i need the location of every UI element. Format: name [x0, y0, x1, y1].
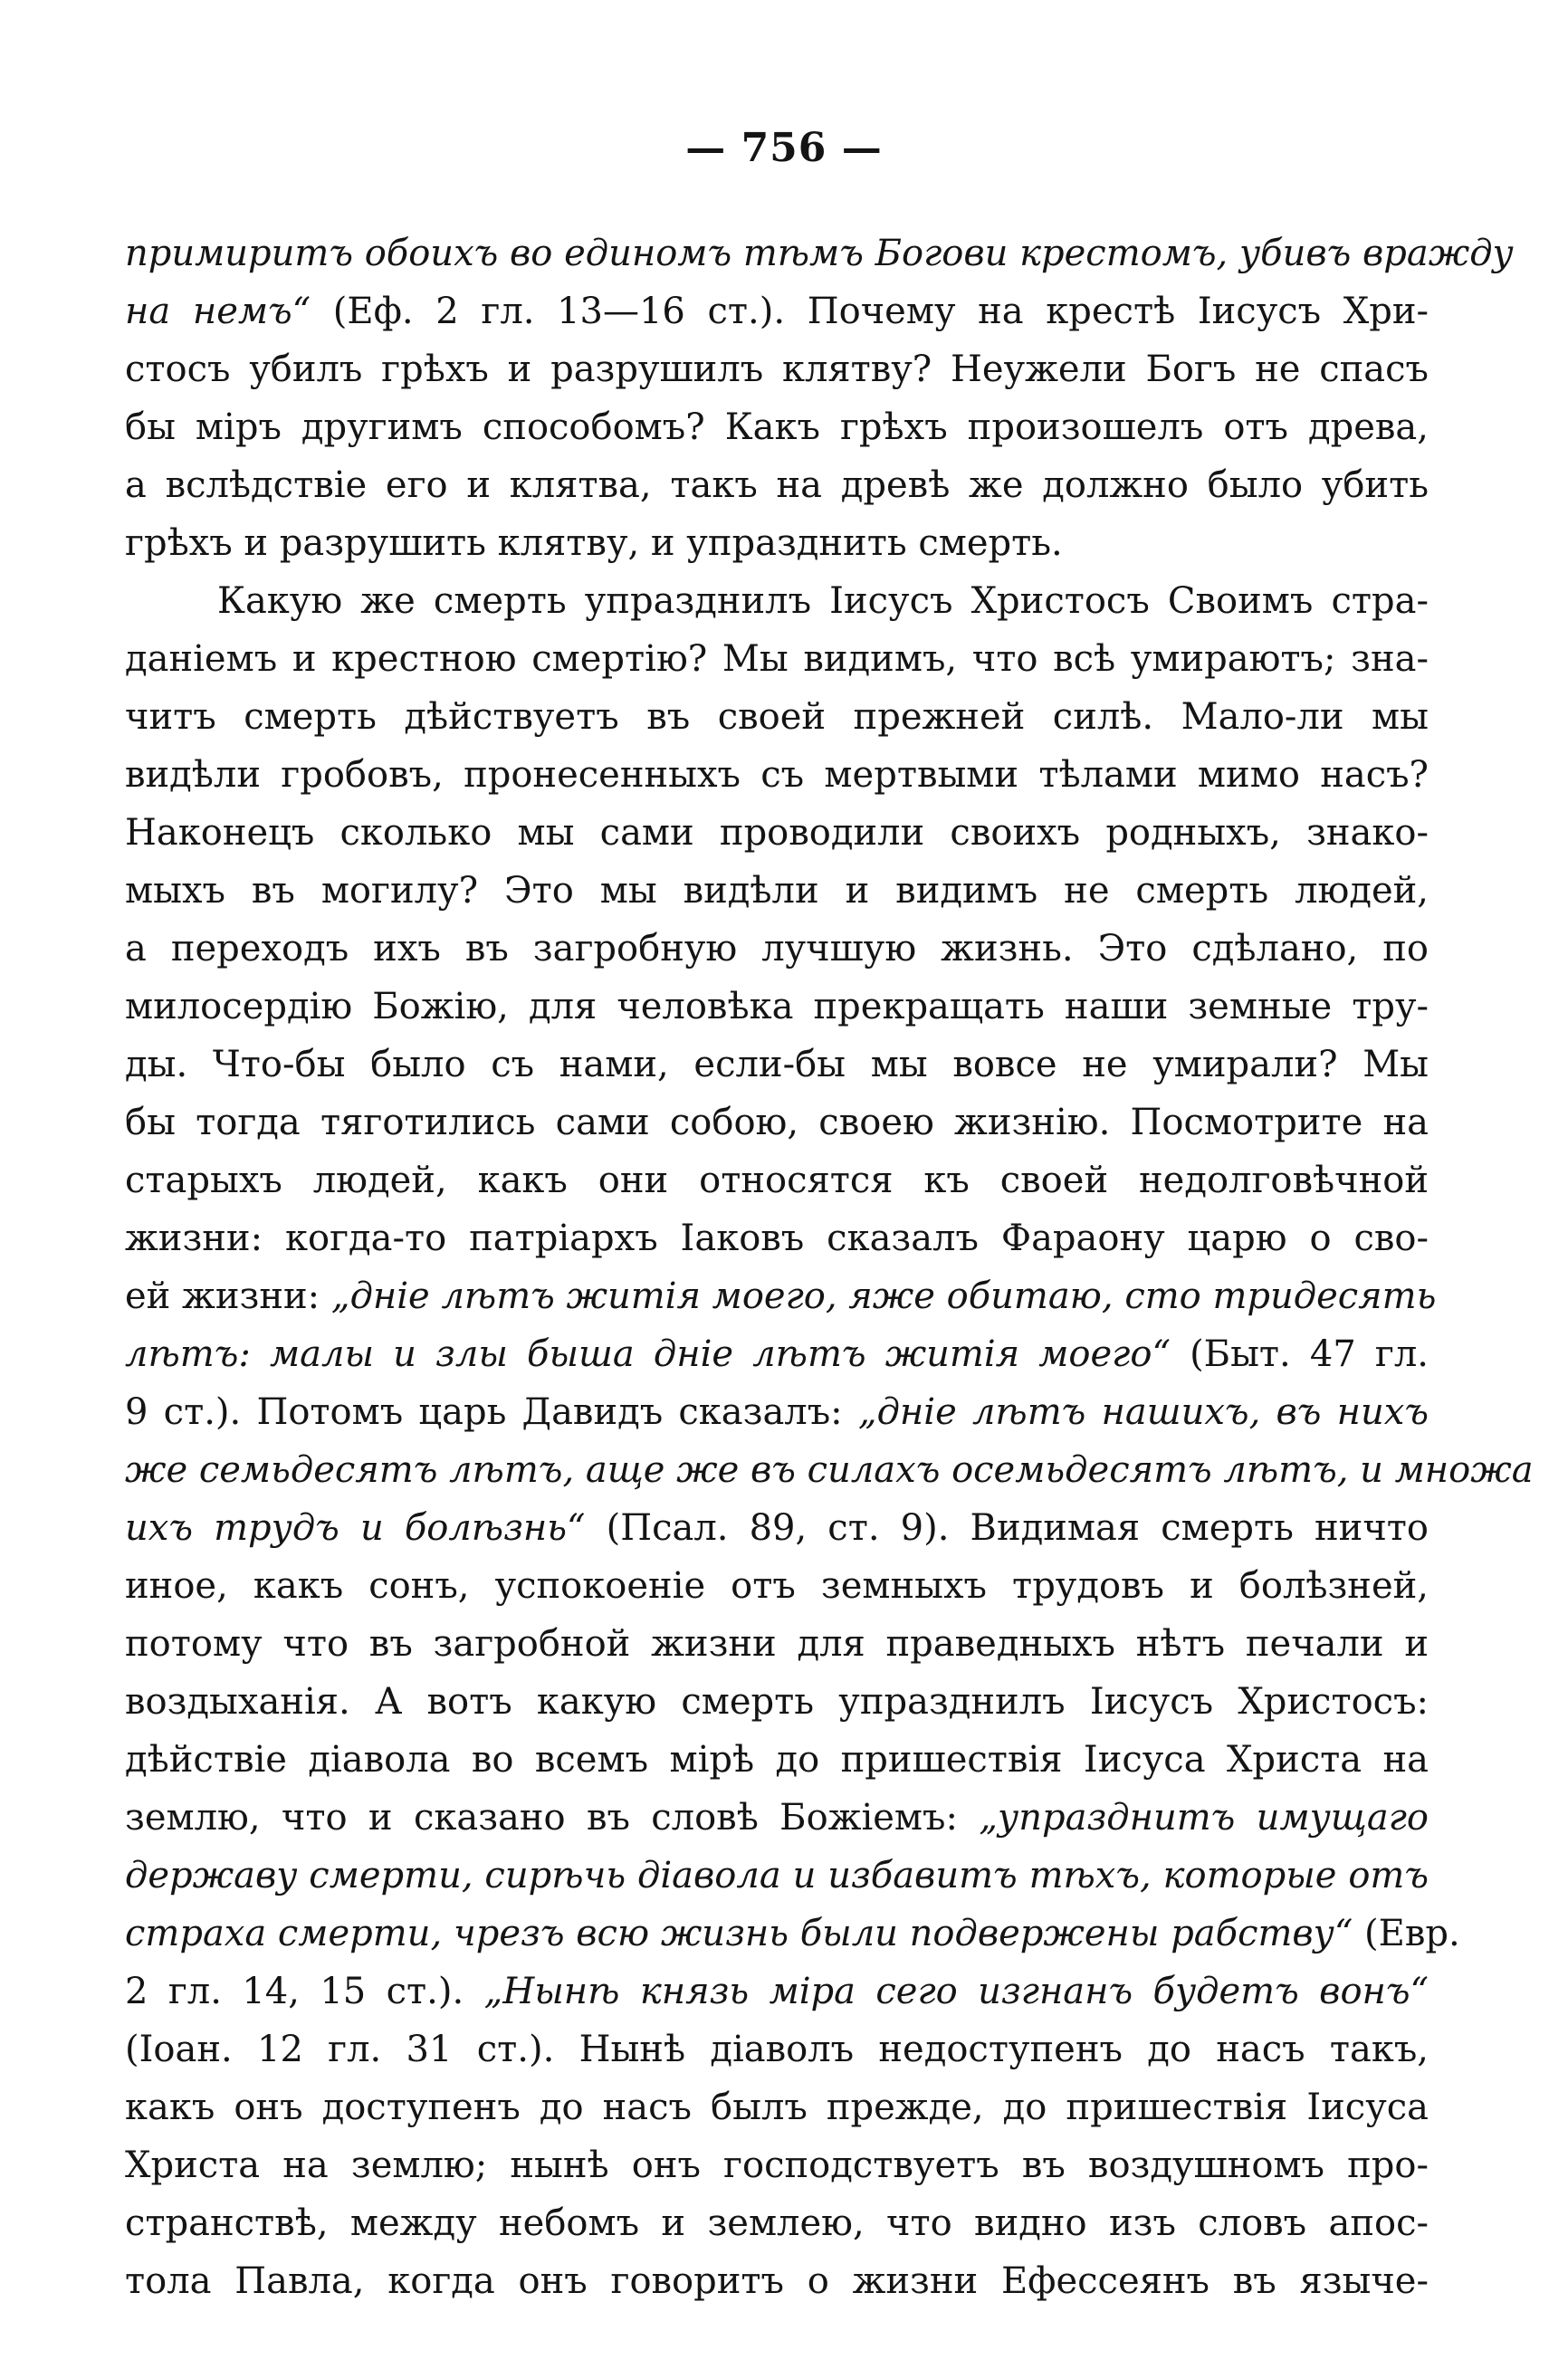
- quotation-text: примиритъ обоихъ во единомъ тѣмъ Богови крестомъ, убивъ вражду: [125, 233, 1514, 274]
- body-text: Наконецъ сколько мы сами проводили своихъ родныхъ, знако-: [125, 812, 1429, 854]
- text-line: [125, 1441, 1534, 1499]
- body-text: 9 ст.). Потомъ царь Давидъ сказалъ:: [125, 1391, 858, 1433]
- body-text: видѣли гробовъ, пронесенныхъ съ мертвыми тѣлами мимо насъ?: [125, 754, 1429, 796]
- text-line: [125, 282, 1429, 340]
- body-text: милосердію Божію, для человѣка прекращать наши земные тру-: [125, 986, 1429, 1027]
- text-line: [125, 1557, 1429, 1615]
- body-text: воздыханія. А вотъ какую смерть упразднилъ Іисусъ Христосъ:: [125, 1681, 1429, 1723]
- body-text: бы тогда тяготились сами собою, своею жизнію. Посмотрите на: [125, 1102, 1429, 1143]
- text-line: [125, 1789, 1429, 1847]
- quotation-text: страха смерти, чрезъ всю жизнь были подвержены рабству“: [125, 1913, 1353, 1954]
- text-line: [125, 224, 1514, 282]
- body-text: иное, какъ сонъ, успокоеніе отъ земныхъ трудовъ и болѣзней,: [125, 1565, 1429, 1607]
- text-line: [125, 2194, 1429, 2252]
- body-text: грѣхъ и разрушить клятву, и упразднить смерть.: [125, 522, 1063, 564]
- text-line: [125, 2078, 1429, 2136]
- body-text: жизни: когда-то патріархъ Іаковъ сказалъ Фараону царю о сво-: [125, 1218, 1429, 1259]
- text-line: [125, 1963, 1429, 2020]
- body-text: ды. Что-бы было съ нами, если-бы мы вовсе не умирали? Мы: [125, 1044, 1429, 1085]
- text-line: [125, 1036, 1429, 1094]
- text-line: [125, 630, 1429, 688]
- text-line: [125, 804, 1429, 862]
- quotation-text: „дніе лѣтъ житія моего, яже обитаю, сто тридесять: [330, 1275, 1437, 1317]
- body-text: мыхъ въ могилу? Это мы видѣли и видимъ не смерть людей,: [125, 870, 1429, 912]
- text-line: [125, 1151, 1429, 1209]
- body-text: а переходъ ихъ въ загробную лучшую жизнь. Это сдѣлано, по: [125, 928, 1429, 970]
- text-line: [125, 1094, 1429, 1151]
- text-line: [125, 1267, 1437, 1325]
- body-text: (Евр.: [1353, 1913, 1460, 1954]
- text-line: [125, 688, 1429, 746]
- body-text: дѣйствіе діавола во всемъ мірѣ до пришествія Іисуса Христа на: [125, 1739, 1429, 1781]
- body-text: Христа на землю; нынѣ онъ господствуетъ въ воздушномъ про-: [125, 2145, 1429, 2186]
- text-line: [125, 1615, 1429, 1673]
- body-text: бы міръ другимъ способомъ? Какъ грѣхъ произошелъ отъ древа,: [125, 406, 1429, 448]
- text-line: [125, 1325, 1429, 1383]
- body-text: (Быт. 47 гл.: [1170, 1333, 1429, 1375]
- body-text: какъ онъ доступенъ до насъ былъ прежде, до пришествія Іисуса: [125, 2087, 1429, 2128]
- body-text: а вслѣдствіе его и клятва, такъ на древѣ же должно было убить: [125, 464, 1429, 506]
- text-line: [125, 514, 1429, 572]
- text-line: [125, 746, 1429, 804]
- text-line: [125, 2136, 1429, 2194]
- body-text: читъ смерть дѣйствуетъ въ своей прежней силѣ. Мало-ли мы: [125, 696, 1429, 738]
- quotation-text: же семьдесятъ лѣтъ, аще же въ силахъ осемьдесятъ лѣтъ, и множа: [125, 1449, 1534, 1491]
- text-line: [125, 1499, 1429, 1557]
- body-text: потому что въ загробной жизни для праведныхъ нѣтъ печали и: [125, 1623, 1429, 1665]
- body-text: землю, что и сказано въ словѣ Божіемъ:: [125, 1797, 980, 1839]
- paragraph: [125, 224, 1514, 572]
- text-line: [125, 340, 1429, 398]
- body-text: тола Павла, когда онъ говоритъ о жизни Ефессеянъ въ язычe-: [125, 2260, 1429, 2302]
- text-body: [125, 224, 1534, 2310]
- body-text: 2 гл. 14, 15 ст.).: [125, 1971, 484, 2012]
- text-line: [125, 1731, 1429, 1789]
- text-line: [125, 2252, 1429, 2310]
- text-line: [125, 862, 1429, 920]
- text-line: [125, 572, 1429, 630]
- text-line: [125, 1673, 1429, 1731]
- text-line: [125, 1905, 1460, 1963]
- body-text: стосъ убилъ грѣхъ и разрушилъ клятву? Неужели Богъ не спасъ: [125, 349, 1429, 390]
- body-text: Какую же смерть упразднилъ Іисусъ Христосъ Своимъ стра-: [217, 580, 1429, 622]
- quotation-text: лѣтъ: малы и злы быша дніе лѣтъ житія моего“: [125, 1333, 1171, 1375]
- text-line: [125, 1847, 1429, 1905]
- body-text: ей жизни:: [125, 1275, 331, 1317]
- text-line: [125, 978, 1429, 1036]
- quotation-text: на немъ“: [125, 291, 311, 332]
- body-text: (Псал. 89, ст. 9). Видимая смерть ничто: [585, 1507, 1429, 1549]
- text-line: [125, 398, 1429, 456]
- body-text: (Еф. 2 гл. 13—16 ст.). Почему на крестѣ Іисусъ Хри-: [311, 291, 1429, 332]
- text-line: [125, 1209, 1429, 1267]
- body-text: даніемъ и крестною смертію? Мы видимъ, что всѣ умираютъ; зна-: [125, 638, 1429, 680]
- body-text: старыхъ людей, какъ они относятся къ своей недолговѣчной: [125, 1160, 1429, 1201]
- text-line: [125, 2020, 1429, 2078]
- page-number: — 756 —: [685, 125, 883, 171]
- body-text: странствѣ, между небомъ и землею, что видно изъ словъ апос-: [125, 2202, 1429, 2244]
- quotation-text: „Нынѣ князь міра сего изгнанъ будетъ вонъ“: [483, 1971, 1429, 2012]
- quotation-text: „упразднитъ имущаго: [979, 1797, 1429, 1839]
- paragraph: [125, 572, 1534, 2310]
- body-text: (Іоан. 12 гл. 31 ст.). Нынѣ діаволъ недоступенъ до насъ такъ,: [125, 2029, 1429, 2070]
- text-line: [125, 920, 1429, 978]
- quotation-text: державу смерти, сирѣчь діавола и избавитъ тѣхъ, которые отъ: [125, 1855, 1429, 1896]
- quotation-text: ихъ трудъ и болѣзнь“: [125, 1507, 586, 1549]
- quotation-text: „дніе лѣтъ нашихъ, въ нихъ: [857, 1391, 1429, 1433]
- text-line: [125, 456, 1429, 514]
- text-line: [125, 1383, 1429, 1441]
